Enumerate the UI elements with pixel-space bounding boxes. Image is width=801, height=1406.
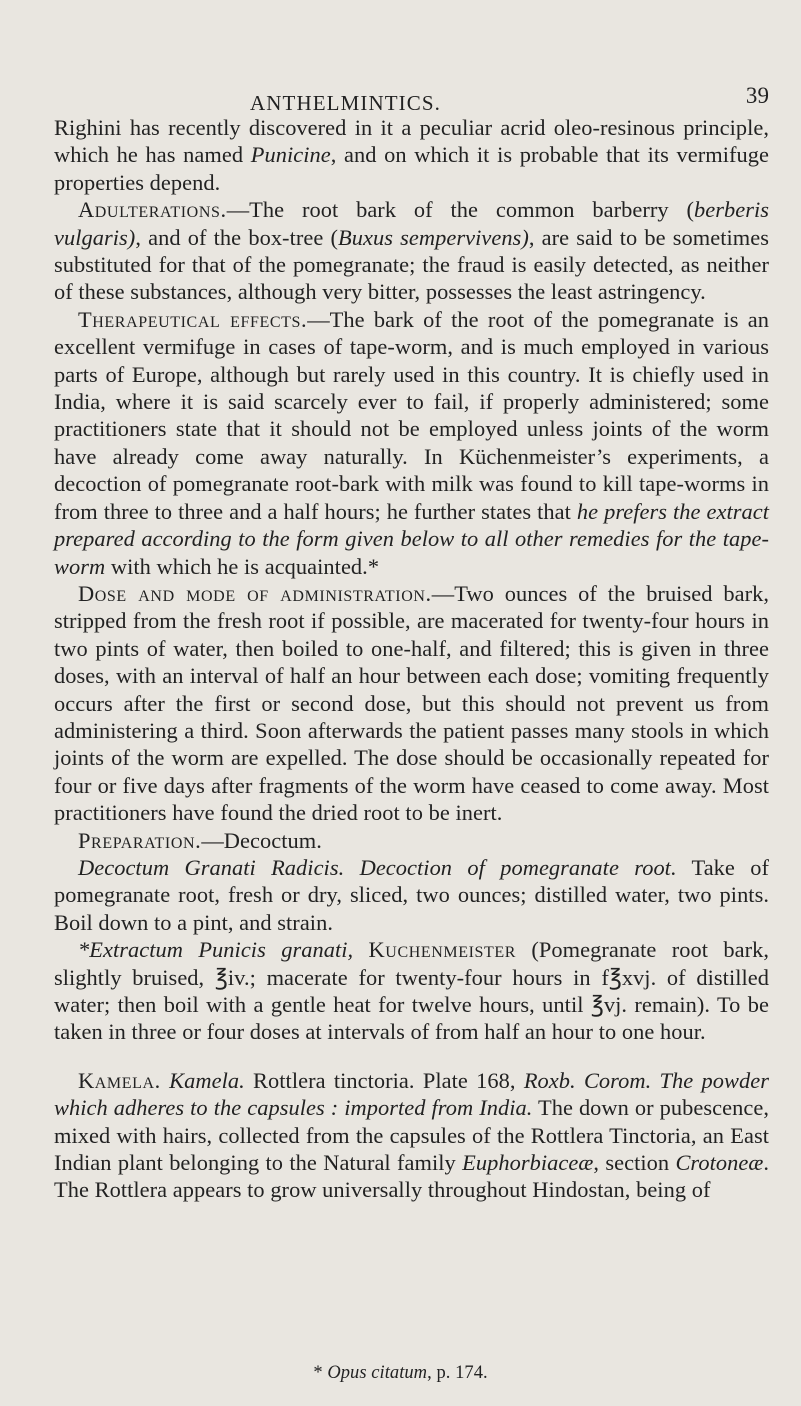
footnote-page: , p. 174. xyxy=(427,1363,488,1383)
paragraph-kamela xyxy=(54,1067,769,1204)
punicine-rest: , and on which it is probable that its vermifuge properties depend. xyxy=(54,142,769,195)
footnote-marker: * xyxy=(313,1363,328,1383)
extractum-text: (Pomegranate root bark, slightly bruised, ℥iv.; macerate for twenty-four hours in f℥xvj. of distilled water; then boil with a gentle heat for twelve hours, until ℥vj. remain). To be taken in three or four doses at intervals of from half an hour to one hour. xyxy=(54,937,769,1045)
adulterations-lead: —The root bark of the common barberry ( xyxy=(226,197,694,223)
paragraph-preparation xyxy=(54,827,769,854)
page-number: 39 xyxy=(745,83,769,108)
kamela-lead: Rottlera tinctoria. Plate 168, xyxy=(244,1067,524,1093)
adulterations-mid: , and of the box-tree ( xyxy=(135,224,338,250)
therapeutical-emphasis: he prefers the extract prepared according to the form given below to all other remedies for the tape-worm xyxy=(54,498,769,579)
decoctum-subtitle: Decoction of pomegranate root. xyxy=(359,854,677,880)
preparation-heading: Preparation. xyxy=(78,827,202,853)
punicine-text: Righini has recently discovered in it a peculiar acrid oleo-resinous principle, which he has named xyxy=(54,115,769,168)
kamela-family: Euphorbiaceæ xyxy=(462,1150,594,1176)
extractum-title: *Extractum Punicis granati, xyxy=(78,937,354,963)
adulterations-heading: Adulterations. xyxy=(78,197,227,223)
running-head-title: ANTHELMINTICS. xyxy=(250,91,441,115)
kamela-description: The powder which adheres to the capsules : imported from India. xyxy=(54,1067,770,1121)
paragraph-extractum xyxy=(54,936,769,1046)
paragraph-dose xyxy=(54,580,769,827)
therapeutical-rest: with which he is acquainted.* xyxy=(105,553,380,579)
extractum-author: Kuchenmeister xyxy=(368,937,517,963)
body-text xyxy=(54,114,769,1204)
kamela-text: The down or pubescence, mixed with hairs, collected from the capsules of the Rottlera Tinctoria, an East Indian plant belonging to the Natural family xyxy=(54,1095,770,1176)
dose-heading: Dose and mode of administration. xyxy=(78,580,432,606)
paragraph-adulterations xyxy=(54,196,769,306)
paragraph-therapeutical xyxy=(54,306,769,580)
footnote-text: Opus citatum xyxy=(327,1363,428,1383)
therapeutical-text: —The bark of the root of the pomegranate is an excellent vermifuge in cases of tape-worm, and is much employed in various parts of Europe, although but rarely used in this country. It is chiefly used in India, where it is said scarcely ever to fail, if properly administered; some practitioners state that it should not be employed unless joints of the worm have already come away naturally. In Küchenmeister’s experiments, a decoction of pomegranate root-bark with milk was found to kill tape-worms in from three to three and a half hours; he further states that xyxy=(54,306,769,524)
paragraph-punicine xyxy=(54,114,769,196)
decoctum-title: Decoctum Granati Radicis. xyxy=(78,854,345,880)
adulterations-rest: , are said to be sometimes substituted for that of the pomegranate; the fraud is easily detected, as neither of these substances, although very bitter, possesses the least astringency. xyxy=(54,224,770,305)
kamela-authority: Roxb. Corom. xyxy=(523,1067,652,1093)
running-head xyxy=(0,82,801,122)
dose-text: —Two ounces of the bruised bark, stripped from the fresh root if possible, are macerated for twenty-four hours in two pints of water, then boiled to one-half, and filtered; this is given in three doses, with an interval of half an hour between each dose; vomiting frequently occurs after the first or second dose, but this should not prevent us from administering a third. Soon afterwards the patient passes many stools in which joints of the worm are expelled. The dose should be occasionally repeated for four or five days after fragments of the worm have ceased to come away. Most practitioners have found the dried root to be inert. xyxy=(54,580,769,826)
kamela-mid: , section xyxy=(593,1150,676,1176)
preparation-text: —Decoctum. xyxy=(201,827,322,853)
paragraph-decoctum xyxy=(54,854,769,936)
punicine-term: Punicine xyxy=(250,142,331,168)
kamela-section: Crotoneæ xyxy=(675,1150,764,1176)
kamela-rest: . The Rottlera appears to grow universally throughout Hindostan, being of xyxy=(54,1150,769,1203)
decoctum-text: Take of pomegranate root, fresh or dry, sliced, two ounces; distilled water, two pints. Boil down to a pint, and strain. xyxy=(54,854,769,935)
kamela-heading: Kamela. xyxy=(78,1067,161,1093)
footnote xyxy=(0,1362,801,1384)
therapeutical-heading: Therapeutical effects. xyxy=(78,306,308,332)
adulterations-latin-berberis: berberis vulgaris) xyxy=(54,197,769,250)
kamela-title: Kamela. xyxy=(169,1067,245,1093)
adulterations-latin-buxus: Buxus sempervivens) xyxy=(337,224,529,250)
